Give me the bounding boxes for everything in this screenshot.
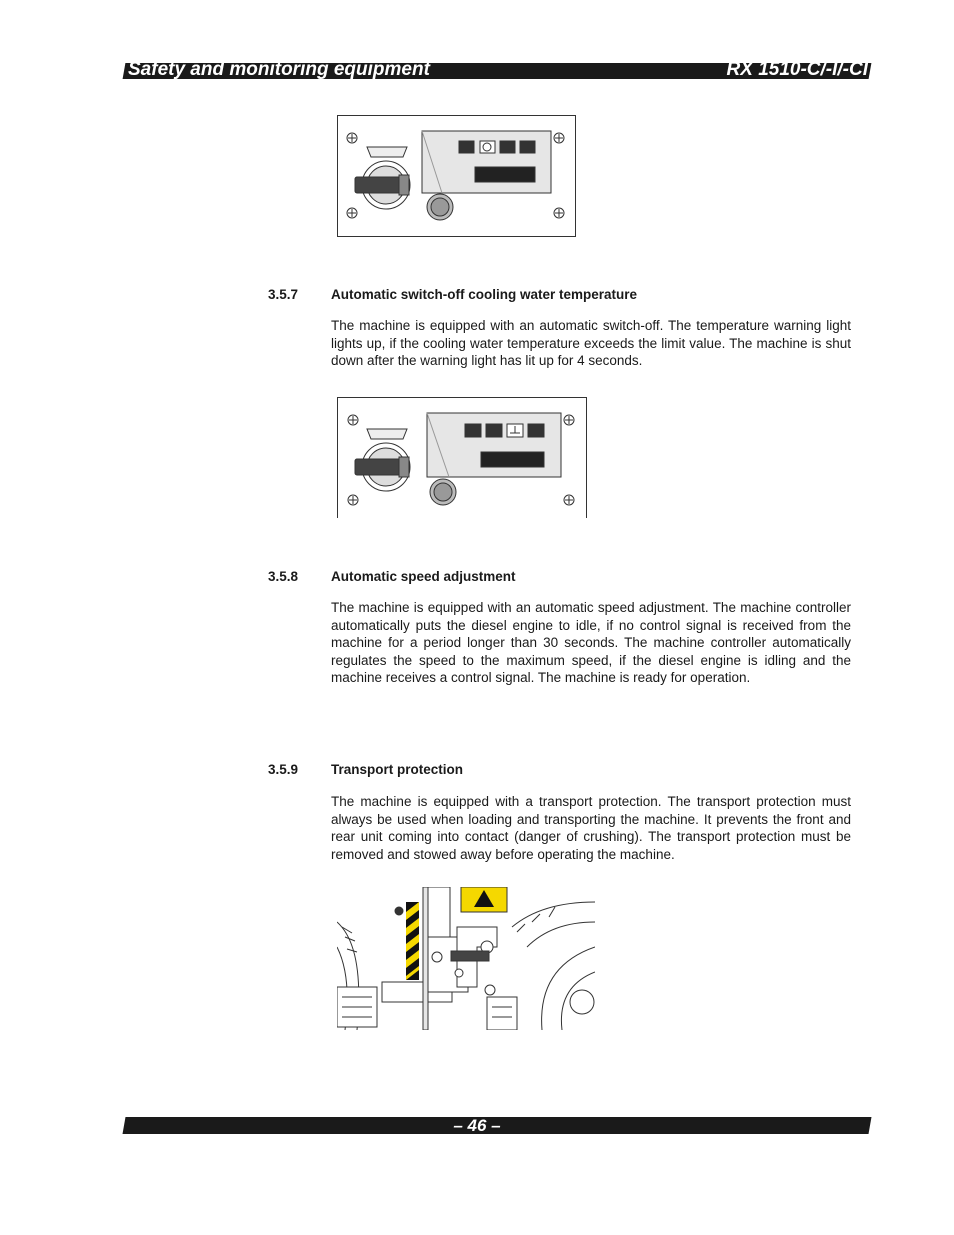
section-number: 3.5.7: [268, 287, 299, 302]
section-paragraph: The machine is equipped with an automatic speed adjustment. The machine controller automatically puts the diesel engine to idle, if no control signal is received from the machine for a period longer than 30 seconds. The machine controller automatically regulates the speed to the maximum speed, if the diesel engine is idling and the machine receives a control signal. The machine is ready for operation.: [331, 600, 851, 686]
section-title: Automatic switch-off cooling water temperature: [331, 287, 638, 302]
section-title: Transport protection: [331, 762, 464, 777]
push-button-icon: [427, 194, 453, 220]
display-panel: [427, 413, 561, 477]
section-paragraph: The machine is equipped with an automatic switch-off. The temperature warning light lights up, if the cooling water temperature exceeds the limit value. The machine is shut down after the warning light has lit up for 4 seconds.: [331, 318, 851, 369]
display-panel: [422, 131, 551, 193]
page-number: – 46 –: [453, 1116, 501, 1135]
transport-protection-figure: [337, 887, 595, 1030]
header-title: Safety and monitoring equipment: [128, 59, 430, 80]
section-paragraph: The machine is equipped with a transport protection. The transport protection must always be used when loading and transporting the machine. It prevents the front and rear unit coming into contact (danger of crushing). The transport protection must be removed and stowed away before operating the machine.: [331, 794, 851, 862]
control-panel-figure-bottom: [337, 397, 587, 519]
header-model: RX 1510-C/-I/-CI: [726, 59, 868, 80]
section-number: 3.5.8: [268, 569, 299, 584]
hazard-stripe-bar: [406, 902, 419, 980]
warning-sign-icon: [461, 887, 507, 912]
section-title: Automatic speed adjustment: [331, 569, 516, 584]
control-panel-figure-top: [337, 115, 576, 237]
section-number: 3.5.9: [268, 762, 299, 777]
push-button-icon: [430, 479, 456, 505]
